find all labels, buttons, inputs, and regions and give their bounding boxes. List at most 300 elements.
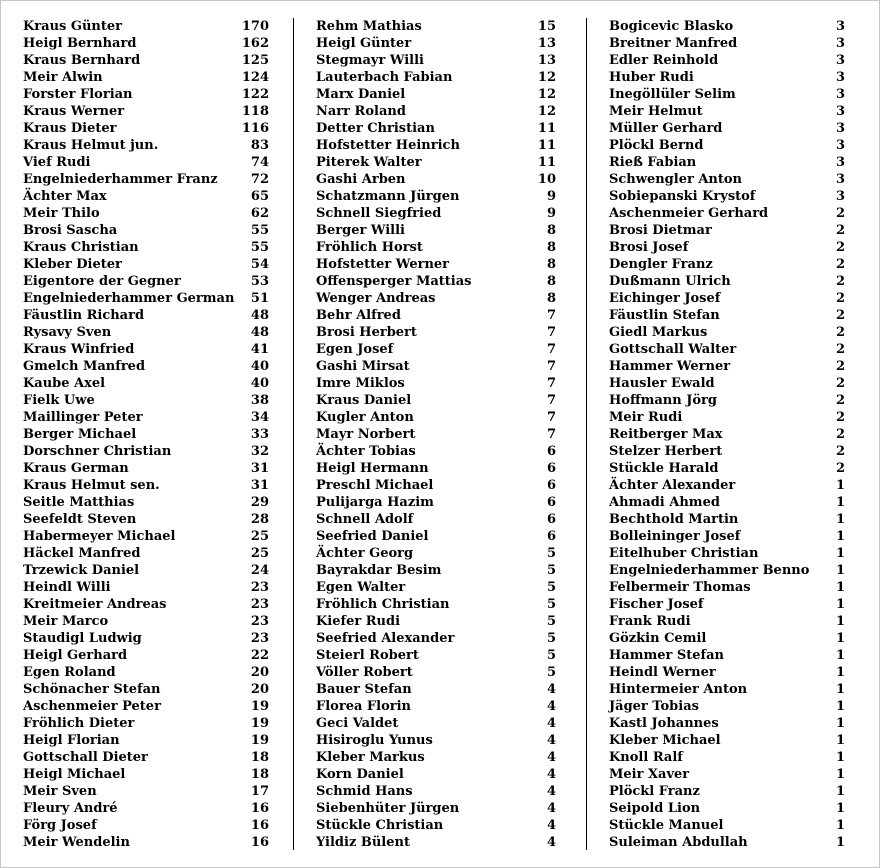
goal-count: 3: [835, 138, 845, 153]
goal-count: 1: [835, 597, 845, 612]
player-name: Aschenmeier Peter: [23, 699, 161, 714]
goal-count: 7: [546, 308, 556, 323]
player-row: [316, 290, 556, 307]
goal-count: 11: [537, 121, 556, 136]
player-name: Förg Josef: [23, 818, 97, 833]
player-name: Ahmadi Ahmed: [609, 495, 720, 510]
player-row: [23, 426, 269, 443]
goal-count: 51: [250, 291, 269, 306]
goal-count: 116: [241, 121, 269, 136]
player-row: [609, 86, 845, 103]
goal-count: 2: [835, 461, 845, 476]
player-name: Imre Miklos: [316, 376, 405, 391]
player-row: [23, 137, 269, 154]
goal-count: 7: [546, 427, 556, 442]
player-row: [23, 834, 269, 851]
goal-count: 1: [835, 512, 845, 527]
goal-count: 2: [835, 206, 845, 221]
player-name: Knoll Ralf: [609, 750, 683, 765]
player-name: Mayr Norbert: [316, 427, 416, 442]
player-row: [316, 324, 556, 341]
goal-count: 1: [835, 699, 845, 714]
goal-count: 2: [835, 410, 845, 425]
player-name: Wenger Andreas: [316, 291, 436, 306]
player-row: [23, 749, 269, 766]
goal-count: 1: [835, 665, 845, 680]
player-name: Bolleininger Josef: [609, 529, 741, 544]
player-name: Fröhlich Horst: [316, 240, 423, 255]
goal-count: 23: [250, 614, 269, 629]
player-row: [609, 783, 845, 800]
goal-count: 62: [250, 206, 269, 221]
goal-count: 13: [537, 36, 556, 51]
goal-count: 48: [250, 308, 269, 323]
player-row: [316, 749, 556, 766]
goal-count: 2: [835, 376, 845, 391]
player-row: [609, 205, 845, 222]
goal-count: 6: [546, 529, 556, 544]
player-row: [609, 375, 845, 392]
goal-count: 55: [250, 223, 269, 238]
goal-count: 3: [835, 53, 845, 68]
player-name: Ächter Georg: [316, 546, 414, 561]
player-row: [316, 545, 556, 562]
goal-count: 15: [537, 19, 556, 34]
goal-count: 19: [250, 716, 269, 731]
column-divider: [293, 18, 294, 850]
player-row: [609, 103, 845, 120]
goal-count: 48: [250, 325, 269, 340]
player-row: [609, 494, 845, 511]
goal-count: 72: [250, 172, 269, 187]
goal-count: 6: [546, 444, 556, 459]
player-name: Staudigl Ludwig: [23, 631, 142, 646]
player-row: [609, 477, 845, 494]
player-name: Meir Alwin: [23, 70, 103, 85]
player-name: Narr Roland: [316, 104, 406, 119]
player-row: [609, 409, 845, 426]
goal-count: 24: [250, 563, 269, 578]
player-row: [23, 103, 269, 120]
player-name: Aschenmeier Gerhard: [609, 206, 769, 221]
player-name: Bechthold Martin: [609, 512, 739, 527]
goal-count: 32: [250, 444, 269, 459]
player-name: Forster Florian: [23, 87, 133, 102]
player-name: Egen Walter: [316, 580, 406, 595]
player-name: Ächter Tobias: [316, 444, 416, 459]
player-name: Ächter Alexander: [609, 478, 736, 493]
player-name: Müller Gerhard: [609, 121, 723, 136]
player-row: [316, 69, 556, 86]
player-row: [23, 766, 269, 783]
player-row: [316, 18, 556, 35]
player-name: Schatzmann Jürgen: [316, 189, 460, 204]
goal-count: 29: [250, 495, 269, 510]
player-row: [609, 834, 845, 851]
player-name: Geci Valdet: [316, 716, 399, 731]
goal-count: 2: [835, 427, 845, 442]
player-row: [609, 545, 845, 562]
player-name: Gashi Arben: [316, 172, 406, 187]
player-name: Fäustlin Richard: [23, 308, 145, 323]
player-name: Habermeyer Michael: [23, 529, 176, 544]
player-name: Fielk Uwe: [23, 393, 95, 408]
goal-count: 1: [835, 631, 845, 646]
goal-count: 125: [241, 53, 269, 68]
player-row: [316, 171, 556, 188]
player-name: Ächter Max: [23, 189, 107, 204]
player-name: Berger Michael: [23, 427, 137, 442]
player-row: [609, 35, 845, 52]
player-name: Seefried Alexander: [316, 631, 455, 646]
player-row: [609, 528, 845, 545]
player-name: Meir Rudi: [609, 410, 683, 425]
player-row: [609, 120, 845, 137]
player-name: Seefried Daniel: [316, 529, 429, 544]
player-row: [609, 681, 845, 698]
player-row: [23, 375, 269, 392]
goal-count: 5: [546, 631, 556, 646]
player-name: Schnell Siegfried: [316, 206, 442, 221]
player-row: [609, 52, 845, 69]
player-name: Dorschner Christian: [23, 444, 172, 459]
player-name: Siebenhüter Jürgen: [316, 801, 460, 816]
player-name: Kaube Axel: [23, 376, 106, 391]
scorer-column-2: [316, 18, 556, 851]
goal-count: 2: [835, 393, 845, 408]
player-row: [316, 222, 556, 239]
goal-count: 3: [835, 172, 845, 187]
goal-count: 16: [250, 835, 269, 850]
goal-count: 1: [835, 478, 845, 493]
goal-count: 23: [250, 580, 269, 595]
player-row: [23, 69, 269, 86]
player-row: [23, 341, 269, 358]
player-row: [609, 817, 845, 834]
player-row: [23, 647, 269, 664]
player-row: [316, 409, 556, 426]
goal-count: 7: [546, 376, 556, 391]
goal-count: 25: [250, 529, 269, 544]
player-row: [609, 222, 845, 239]
goal-count: 6: [546, 478, 556, 493]
player-row: [316, 239, 556, 256]
goal-count: 5: [546, 665, 556, 680]
player-row: [23, 52, 269, 69]
player-row: [316, 188, 556, 205]
player-row: [23, 579, 269, 596]
goal-count: 6: [546, 461, 556, 476]
player-name: Völler Robert: [316, 665, 413, 680]
player-row: [316, 35, 556, 52]
player-name: Rieß Fabian: [609, 155, 697, 170]
goal-count: 8: [546, 240, 556, 255]
player-name: Egen Roland: [23, 665, 116, 680]
goal-count: 3: [835, 189, 845, 204]
goal-count: 33: [250, 427, 269, 442]
goal-count: 1: [835, 580, 845, 595]
player-name: Pulijarga Hazim: [316, 495, 434, 510]
player-name: Stückle Harald: [609, 461, 719, 476]
player-name: Fischer Josef: [609, 597, 704, 612]
goal-count: 7: [546, 342, 556, 357]
column-divider: [586, 18, 587, 850]
goal-count: 23: [250, 597, 269, 612]
player-row: [316, 154, 556, 171]
player-name: Gmelch Manfred: [23, 359, 146, 374]
player-name: Frank Rudi: [609, 614, 691, 629]
goal-count: 4: [546, 818, 556, 833]
player-name: Heigl Günter: [316, 36, 412, 51]
player-name: Florea Florin: [316, 699, 411, 714]
player-name: Hisiroglu Yunus: [316, 733, 433, 748]
player-name: Bauer Stefan: [316, 682, 412, 697]
player-name: Dengler Franz: [609, 257, 713, 272]
goal-count: 8: [546, 257, 556, 272]
goal-count: 1: [835, 648, 845, 663]
goal-count: 7: [546, 410, 556, 425]
player-name: Schnell Adolf: [316, 512, 414, 527]
player-name: Heigl Bernhard: [23, 36, 137, 51]
player-name: Gottschall Dieter: [23, 750, 148, 765]
player-row: [609, 137, 845, 154]
player-row: [23, 239, 269, 256]
goal-count: 4: [546, 750, 556, 765]
player-name: Kraus Helmut jun.: [23, 138, 159, 153]
player-row: [316, 256, 556, 273]
player-row: [316, 698, 556, 715]
player-name: Engelniederhammer Benno: [609, 563, 810, 578]
player-row: [316, 86, 556, 103]
player-row: [23, 613, 269, 630]
player-row: [23, 443, 269, 460]
player-name: Stelzer Herbert: [609, 444, 723, 459]
goal-count: 3: [835, 155, 845, 170]
goal-count: 19: [250, 699, 269, 714]
goal-count: 55: [250, 240, 269, 255]
goal-count: 6: [546, 495, 556, 510]
goal-count: 18: [250, 750, 269, 765]
player-row: [316, 477, 556, 494]
player-row: [609, 732, 845, 749]
goal-count: 10: [537, 172, 556, 187]
player-name: Kiefer Rudi: [316, 614, 401, 629]
goal-count: 2: [835, 325, 845, 340]
goal-count: 19: [250, 733, 269, 748]
player-row: [23, 460, 269, 477]
player-row: [316, 120, 556, 137]
player-row: [23, 528, 269, 545]
player-name: Kraus Werner: [23, 104, 125, 119]
player-name: Kraus Winfried: [23, 342, 135, 357]
player-row: [609, 664, 845, 681]
player-row: [316, 52, 556, 69]
player-name: Heigl Gerhard: [23, 648, 128, 663]
player-row: [23, 715, 269, 732]
player-name: Kraus German: [23, 461, 129, 476]
player-row: [609, 460, 845, 477]
goal-count: 122: [241, 87, 269, 102]
player-row: [23, 290, 269, 307]
player-name: Preschl Michael: [316, 478, 434, 493]
player-name: Seefeldt Steven: [23, 512, 137, 527]
player-row: [23, 120, 269, 137]
player-row: [609, 69, 845, 86]
player-name: Brosi Dietmar: [609, 223, 712, 238]
goal-count: 5: [546, 597, 556, 612]
goal-count: 2: [835, 257, 845, 272]
player-row: [316, 205, 556, 222]
goal-count: 25: [250, 546, 269, 561]
goal-count: 170: [241, 19, 269, 34]
goal-count: 7: [546, 393, 556, 408]
player-row: [316, 426, 556, 443]
player-name: Brosi Herbert: [316, 325, 417, 340]
player-row: [23, 358, 269, 375]
player-name: Bayrakdar Besim: [316, 563, 442, 578]
player-row: [316, 460, 556, 477]
goal-count: 8: [546, 274, 556, 289]
player-name: Schönacher Stefan: [23, 682, 161, 697]
player-name: Maillinger Peter: [23, 410, 143, 425]
goal-count: 40: [250, 376, 269, 391]
player-name: Hammer Werner: [609, 359, 731, 374]
player-name: Hoffmann Jörg: [609, 393, 717, 408]
goal-count: 28: [250, 512, 269, 527]
player-name: Bogicevic Blasko: [609, 19, 734, 34]
scorer-column-1: [23, 18, 269, 851]
goal-count: 20: [250, 665, 269, 680]
player-row: [23, 222, 269, 239]
player-row: [609, 443, 845, 460]
goal-count: 5: [546, 580, 556, 595]
player-name: Suleiman Abdullah: [609, 835, 748, 850]
player-name: Hammer Stefan: [609, 648, 724, 663]
player-name: Stückle Manuel: [609, 818, 724, 833]
goal-count: 11: [537, 155, 556, 170]
player-name: Engelniederhammer Franz: [23, 172, 218, 187]
player-name: Detter Christian: [316, 121, 435, 136]
player-name: Eitelhuber Christian: [609, 546, 759, 561]
player-name: Gashi Mirsat: [316, 359, 410, 374]
goal-count: 11: [537, 138, 556, 153]
player-row: [316, 579, 556, 596]
player-row: [316, 715, 556, 732]
player-name: Kraus Christian: [23, 240, 139, 255]
goal-count: 5: [546, 563, 556, 578]
player-name: Stegmayr Willi: [316, 53, 424, 68]
player-row: [609, 239, 845, 256]
player-name: Kleber Dieter: [23, 257, 122, 272]
player-name: Schmid Hans: [316, 784, 413, 799]
player-name: Offensperger Mattias: [316, 274, 472, 289]
player-name: Fäustlin Stefan: [609, 308, 720, 323]
player-row: [23, 171, 269, 188]
player-row: [609, 290, 845, 307]
player-row: [316, 494, 556, 511]
player-row: [23, 596, 269, 613]
player-name: Edler Reinhold: [609, 53, 719, 68]
player-name: Gözkin Cemil: [609, 631, 707, 646]
goal-count: 4: [546, 801, 556, 816]
player-name: Hausler Ewald: [609, 376, 715, 391]
player-row: [23, 681, 269, 698]
player-row: [316, 273, 556, 290]
goal-count: 1: [835, 750, 845, 765]
player-name: Fleury André: [23, 801, 118, 816]
goal-count: 3: [835, 121, 845, 136]
player-name: Trzewick Daniel: [23, 563, 140, 578]
player-row: [609, 579, 845, 596]
player-row: [23, 545, 269, 562]
player-row: [609, 647, 845, 664]
player-name: Plöckl Bernd: [609, 138, 704, 153]
player-row: [609, 562, 845, 579]
player-row: [609, 613, 845, 630]
player-name: Brosi Josef: [609, 240, 689, 255]
player-row: [609, 800, 845, 817]
player-row: [316, 630, 556, 647]
player-name: Behr Alfred: [316, 308, 401, 323]
player-row: [316, 664, 556, 681]
goal-count: 4: [546, 767, 556, 782]
goal-count: 12: [537, 104, 556, 119]
goal-count: 40: [250, 359, 269, 374]
player-name: Heigl Hermann: [316, 461, 429, 476]
player-name: Meir Marco: [23, 614, 109, 629]
goal-count: 2: [835, 342, 845, 357]
goal-count: 124: [241, 70, 269, 85]
player-row: [609, 392, 845, 409]
player-name: Kastl Johannes: [609, 716, 719, 731]
goal-count: 2: [835, 308, 845, 323]
player-row: [609, 766, 845, 783]
goal-count: 1: [835, 716, 845, 731]
goal-count: 5: [546, 648, 556, 663]
goal-count: 3: [835, 19, 845, 34]
goal-count: 18: [250, 767, 269, 782]
player-name: Fröhlich Dieter: [23, 716, 135, 731]
player-row: [23, 630, 269, 647]
goal-count: 162: [241, 36, 269, 51]
player-row: [316, 732, 556, 749]
scorer-column-3: [609, 18, 845, 851]
player-name: Marx Daniel: [316, 87, 406, 102]
goal-count: 4: [546, 784, 556, 799]
player-row: [23, 86, 269, 103]
goal-count: 4: [546, 733, 556, 748]
goal-count: 16: [250, 818, 269, 833]
player-name: Kleber Michael: [609, 733, 721, 748]
goal-count: 4: [546, 682, 556, 697]
player-name: Kreitmeier Andreas: [23, 597, 167, 612]
player-name: Kugler Anton: [316, 410, 414, 425]
player-name: Heigl Michael: [23, 767, 126, 782]
goal-count: 9: [546, 206, 556, 221]
goal-count: 5: [546, 546, 556, 561]
goal-count: 1: [835, 529, 845, 544]
player-name: Heindl Werner: [609, 665, 716, 680]
player-name: Jäger Tobias: [609, 699, 699, 714]
goal-count: 53: [250, 274, 269, 289]
goal-count: 9: [546, 189, 556, 204]
player-row: [609, 596, 845, 613]
goal-count: 74: [250, 155, 269, 170]
player-name: Schwengler Anton: [609, 172, 743, 187]
player-name: Heigl Florian: [23, 733, 120, 748]
player-name: Seitle Matthias: [23, 495, 135, 510]
goal-count: 12: [537, 70, 556, 85]
